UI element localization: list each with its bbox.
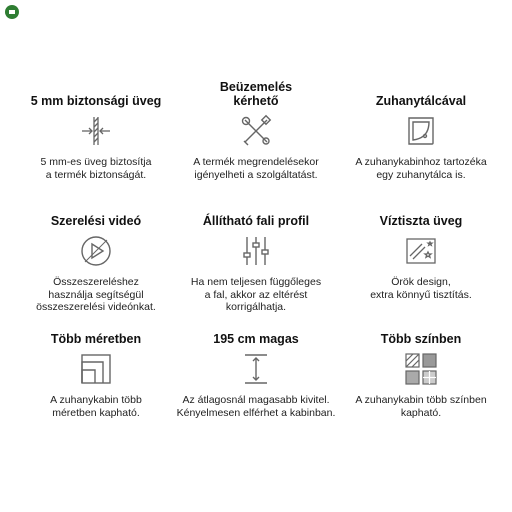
shower-tray-icon [404,114,438,148]
feature-multiple-colors [336,318,506,419]
feature-adjustable-profile [171,200,341,314]
feature-description: A zuhanykabin több színben kapható. [355,394,487,419]
feature-title: 195 cm magas [213,332,299,346]
feature-installation [171,80,341,181]
clear-glass-icon [404,234,438,268]
multiple-sizes-icon [79,352,113,386]
glass-thickness-icon [79,114,113,148]
color-variants-icon [404,352,438,386]
feature-video [11,200,181,314]
feature-description: A zuhanykabin több méretben kapható. [50,394,142,419]
feature-description: A zuhanykabinhoz tartozéka egy zuhanytálca is. [355,156,487,181]
feature-title: Beüzemelés kérhető [219,80,293,108]
feature-multiple-sizes [11,318,181,419]
adjustable-sliders-icon [239,234,273,268]
feature-title: 5 mm biztonsági üveg [30,94,162,108]
feature-description: Összeszereléshez használja segítségül összeszerelési videónkat. [36,276,156,313]
feature-description: Az átlagosnál magasabb kivitel. Kényelmesen elférhet a kabinban. [176,394,336,419]
feature-title: Állítható fali profil [202,214,310,228]
feature-description: Ha nem teljesen függőleges a fal, akkor az eltérést korrigálhatja. [190,276,322,313]
feature-description: 5 mm-es üveg biztosítja a termék biztonságát. [40,156,152,181]
feature-glass-safety [11,80,181,181]
feature-title: Víztiszta üveg [379,214,463,228]
feature-title: Több méretben [50,332,142,346]
feature-description: Örök design, extra könnyű tisztítás. [370,276,472,301]
tools-icon [239,114,273,148]
height-icon [239,352,273,386]
feature-title: Több színben [380,332,462,346]
feature-clear-glass [336,200,506,301]
feature-height [171,318,341,419]
feature-shower-tray [336,80,506,181]
feature-description: A termék megrendelésekor igényelheti a szolgáltatást. [193,156,319,181]
feature-title: Szerelési videó [50,214,142,228]
feature-title: Zuhanytálcával [375,94,467,108]
video-play-icon [79,234,113,268]
